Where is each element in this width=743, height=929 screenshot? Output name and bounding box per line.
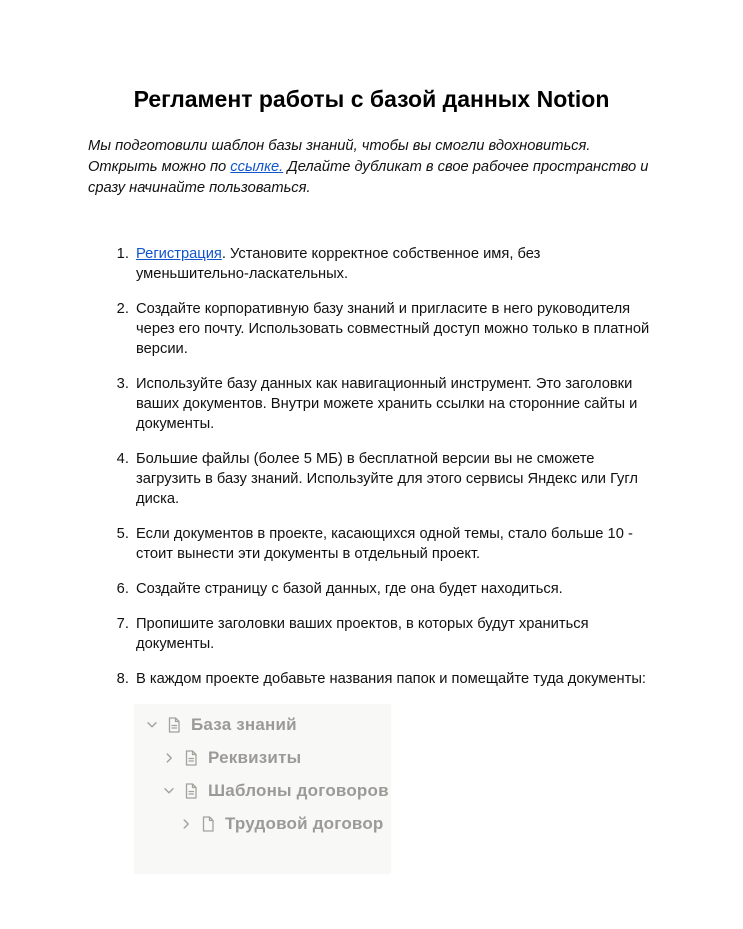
page-with-text-icon — [165, 716, 183, 734]
page-with-text-icon — [182, 749, 200, 767]
list-item — [133, 579, 655, 599]
list-item — [133, 669, 655, 689]
list-item-text: В каждом проекте добавьте названия папок и помещайте туда документы: — [136, 671, 647, 687]
chevron-down-icon — [163, 785, 175, 797]
list-item-text: Пропишите заголовки ваших проектов, в которых будут храниться документы. — [136, 616, 589, 652]
document-page — [0, 84, 743, 874]
list-item — [133, 614, 655, 654]
intro-paragraph — [88, 136, 655, 199]
page-with-text-icon — [182, 782, 200, 800]
tree-row — [134, 774, 391, 807]
intro-text-after: Делайте дубликат в свое рабочее пространство и сразу начинайте пользоваться. — [88, 159, 649, 196]
chevron-down-icon — [146, 719, 158, 731]
list-item-text: . Установите корректное собственное имя, без уменьшительно-ласкательных. — [136, 246, 541, 282]
list-item-text: Создайте корпоративную базу знаний и пригласите в него руководителя через его почту. Использовать совместный доступ можно только в платной версии. — [136, 301, 650, 357]
tree-row — [134, 708, 391, 741]
tree-row — [134, 741, 391, 774]
list-item — [133, 299, 655, 359]
tree-item-label: Шаблоны договоров — [208, 780, 389, 800]
tree-item-label: Реквизиты — [208, 747, 302, 767]
notion-tree-image[interactable] — [134, 704, 391, 874]
template-link[interactable]: ссылке. — [230, 159, 284, 175]
list-item-text: Создайте страницу с базой данных, где она будет находиться. — [136, 581, 563, 597]
list-item — [133, 449, 655, 509]
chevron-right-icon — [163, 752, 175, 764]
list-item-text: Используйте базу данных как навигационный инструмент. Это заголовки ваших документов. Внутри можете хранить ссылки на сторонние сайты и документы. — [136, 376, 638, 432]
intro-text-before: Мы подготовили шаблон базы знаний, чтобы вы смогли вдохновиться. Открыть можно по — [88, 138, 591, 175]
registration-link[interactable]: Регистрация — [136, 246, 222, 262]
list-item — [133, 374, 655, 434]
list-item — [133, 524, 655, 564]
tree-row — [134, 807, 391, 840]
tree-item-label: Трудовой договор — [225, 813, 384, 833]
tree-item-label: База знаний — [191, 714, 297, 734]
list-item-text: Большие файлы (более 5 МБ) в бесплатной версии вы не сможете загрузить в базу знаний. Используйте для этого сервисы Яндекс или Гугл диска. — [136, 451, 638, 507]
chevron-right-icon — [180, 818, 192, 830]
list-item — [133, 244, 655, 284]
list-item-text: Если документов в проекте, касающихся одной темы, стало больше 10 - стоит вынести эти документы в отдельный проект. — [136, 526, 633, 562]
numbered-list — [88, 244, 655, 689]
page-title: Регламент работы с базой данных Notion — [133, 86, 610, 112]
blank-page-icon — [199, 815, 217, 833]
